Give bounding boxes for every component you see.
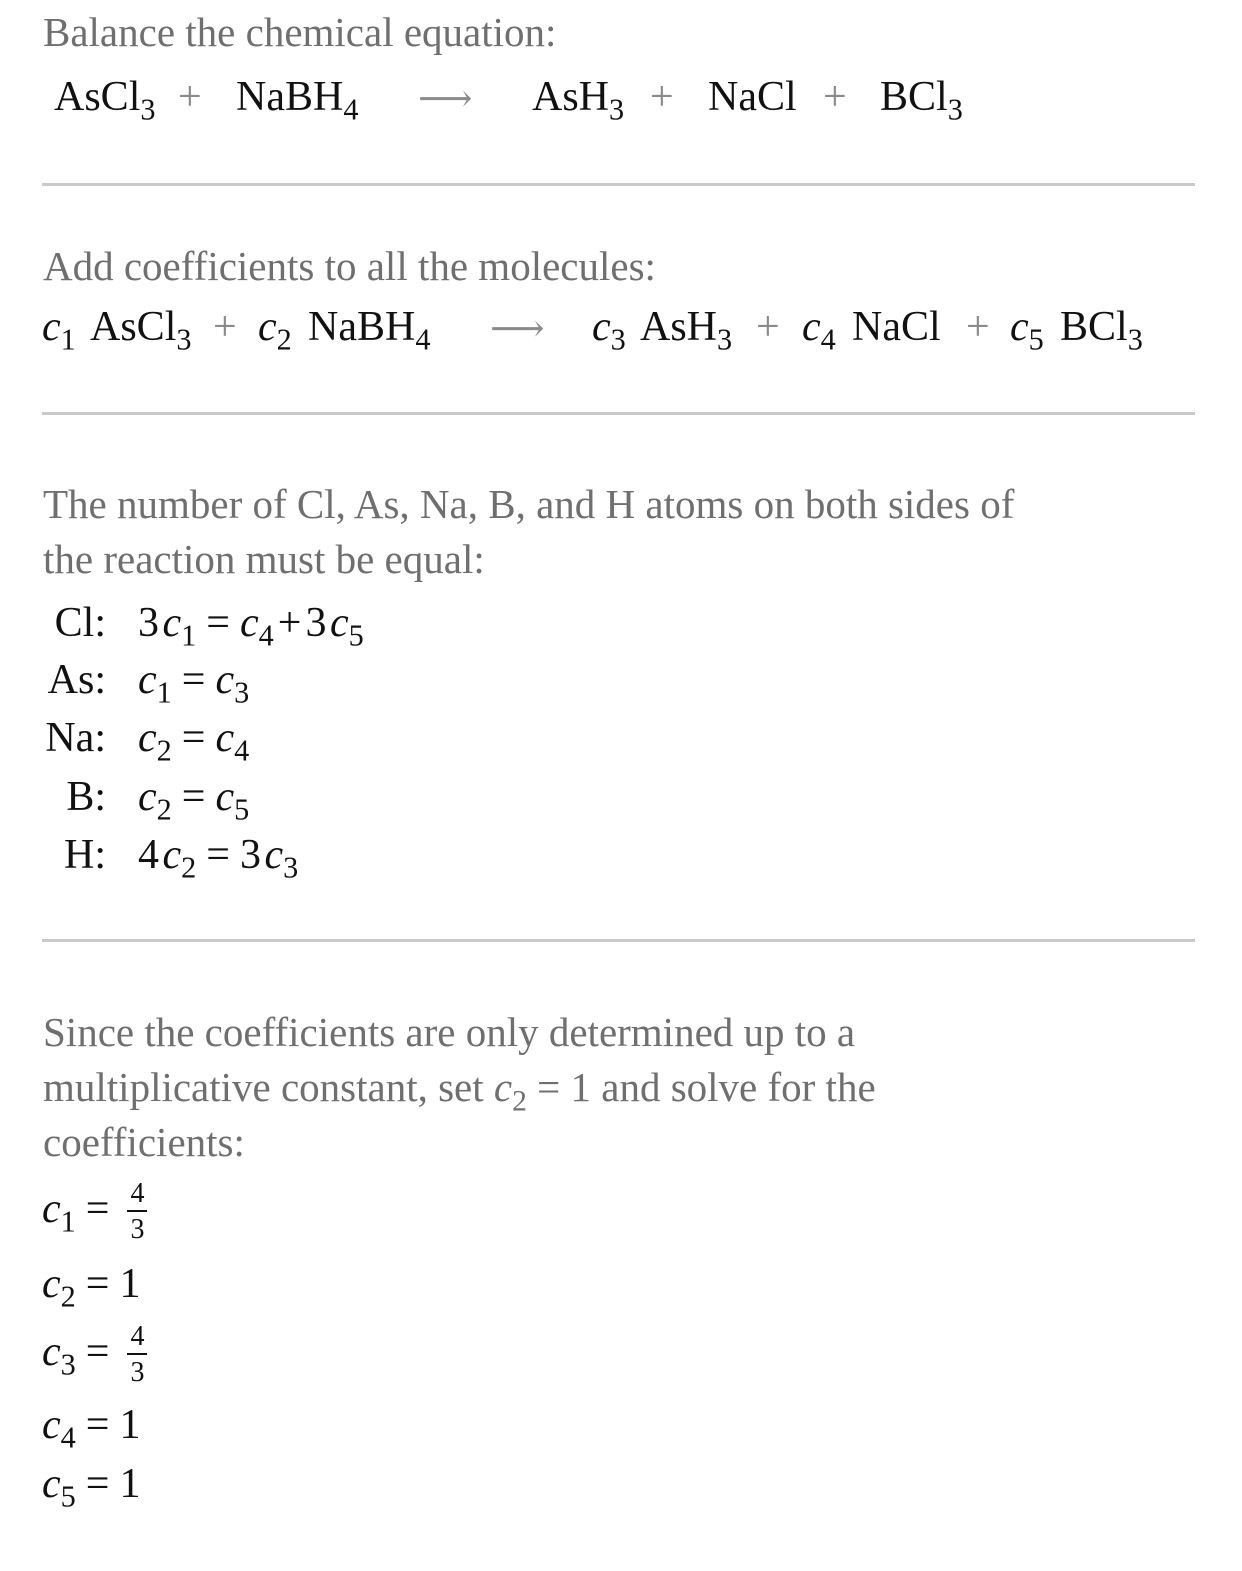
solution-c3: $c_3$ = $\frac{4}{3}$ xyxy=(42,1323,147,1387)
plus-sign: + xyxy=(650,74,674,120)
balance-row-na xyxy=(0,712,1242,768)
product-bcl3: BCl$_3$ xyxy=(1060,304,1143,357)
solution-c5: $c_5 = 1$ xyxy=(42,1461,141,1514)
reaction-arrow: ⟶ xyxy=(418,78,473,120)
reactant-ascl3: AsCl$_3$ xyxy=(90,304,192,357)
balance-row-cl xyxy=(0,597,1242,653)
section-heading-balance: Balance the chemical equation: xyxy=(43,9,557,55)
reactant-nabh4: NaBH$_4$ xyxy=(308,304,431,357)
plus-sign: + xyxy=(213,304,237,350)
product-nacl: NaCl xyxy=(708,74,797,120)
solution-c1: $c_1$ = $\frac{4}{3}$ xyxy=(42,1180,147,1244)
solution-c2: $c_2 = 1$ xyxy=(42,1261,141,1314)
solution-c4: $c_4 = 1$ xyxy=(42,1402,141,1455)
plus-sign: + xyxy=(756,304,780,350)
fraction: $\frac{4}{3}$ xyxy=(127,1180,147,1244)
reactant-nabh4: NaBH$_4$ xyxy=(236,74,359,127)
product-bcl3: BCl$_3$ xyxy=(880,74,963,127)
atom-label-na: Na: xyxy=(45,715,106,761)
plus-sign: + xyxy=(178,74,202,120)
section-heading-solve-line1: Since the coefficients are only determined up to a xyxy=(43,1009,856,1055)
balance-expression-h: 4 $c_2 = 3$ $c_3$ xyxy=(138,832,299,885)
product-nacl: NaCl xyxy=(852,304,941,350)
product-ash3: AsH$_3$ xyxy=(640,304,733,357)
atom-label-cl: Cl: xyxy=(54,600,106,646)
coef-c4: $c_4$ xyxy=(802,304,836,357)
section-heading-solve-line2: multiplicative constant, set $c_2 = 1$ and solve for the xyxy=(43,1064,876,1118)
section-heading-atom-balance-line2: the reaction must be equal: xyxy=(43,536,485,582)
section-heading-atom-balance-line1: The number of Cl, As, Na, B, and H atoms on both sides of xyxy=(43,481,1015,527)
atom-label-h: H: xyxy=(64,832,106,878)
section-heading-solve-line3: coefficients: xyxy=(43,1119,245,1165)
balance-expression-cl: 3 $c_1 = c_4+3$ $c_5$ xyxy=(138,600,364,653)
balance-row-as xyxy=(0,654,1242,710)
balance-expression-as: $c_1 = c_3$ xyxy=(138,657,250,710)
product-ash3: AsH$_3$ xyxy=(532,74,625,127)
atom-label-b: B: xyxy=(66,774,106,820)
divider xyxy=(42,939,1195,942)
reaction-arrow: ⟶ xyxy=(490,308,545,350)
atom-label-as: As: xyxy=(47,657,106,703)
unbalanced-equation xyxy=(0,72,1242,132)
coef-c3: $c_3$ xyxy=(592,304,626,357)
equation-with-coefficients xyxy=(0,302,1242,362)
section-heading-coefficients: Add coefficients to all the molecules: xyxy=(43,243,656,289)
balance-expression-na: $c_2 = c_4$ xyxy=(138,715,250,768)
balance-row-h xyxy=(0,829,1242,885)
coef-c5: $c_5$ xyxy=(1010,304,1044,357)
reactant-ascl3: AsCl$_3$ xyxy=(54,74,156,127)
divider xyxy=(42,412,1195,415)
divider xyxy=(42,183,1195,186)
plus-sign: + xyxy=(966,304,990,350)
plus-sign: + xyxy=(823,74,847,120)
balance-row-b xyxy=(0,771,1242,827)
coef-c2: $c_2$ xyxy=(258,304,292,357)
balance-expression-b: $c_2 = c_5$ xyxy=(138,774,250,827)
fraction: $\frac{4}{3}$ xyxy=(127,1323,147,1387)
coef-c1: $c_1$ xyxy=(42,304,76,357)
